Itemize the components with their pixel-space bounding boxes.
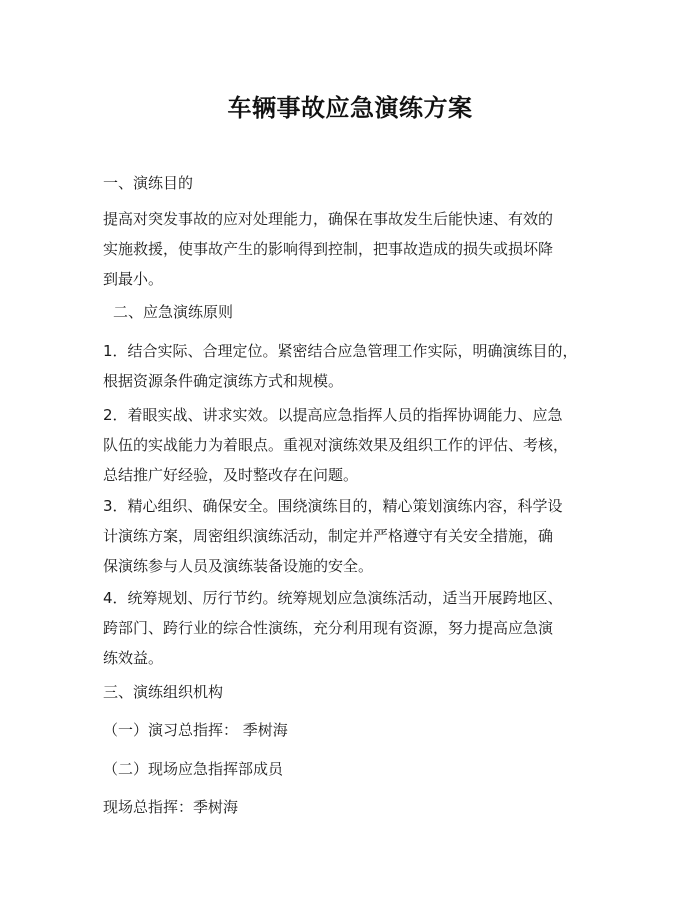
principle-item-3 [103,491,623,581]
section-heading-organization: 三、演练组织机构 [103,683,224,701]
principle-item-4 [103,583,623,673]
organization-field-commander: 现场总指挥：季树海 [103,798,239,816]
paragraph-line: 队伍的实战能力为着眼点。重视对演练效果及组织工作的评估、考核， [103,436,569,454]
paragraph-line: 练效益。 [103,649,164,667]
paragraph-line: 跨部门、跨行业的综合性演练，充分利用现有资源，努力提高应急演 [103,619,554,637]
paragraph-line: 总结推广好经验，及时整改存在问题。 [103,466,359,484]
paragraph-line: 根据资源条件确定演练方式和规模。 [103,372,344,390]
section-heading-purpose: 一、演练目的 [103,174,194,192]
document-title: 车辆事故应急演练方案 [227,94,473,122]
paragraph-line: 3．精心组织、确保安全。围绕演练目的，精心策划演练内容，科学设 [103,497,563,515]
section-heading-principles: 二、应急演练原则 [113,303,234,321]
paragraph-line: 提高对突发事故的应对处理能力，确保在事故发生后能快速、有效的 [103,210,554,228]
paragraph-line: 2．着眼实战、讲求实效。以提高应急指挥人员的指挥协调能力、应急 [103,406,563,424]
paragraph-line: 1．结合实际、合理定位。紧密结合应急管理工作实际，明确演练目的， [103,342,578,360]
paragraph-line: 4．统筹规划、厉行节约。统筹规划应急演练活动，适当开展跨地区、 [103,589,563,607]
paragraph-line: 保演练参与人员及演练装备设施的安全。 [103,557,374,575]
paragraph-line: 实施救援，使事故产生的影响得到控制，把事故造成的损失或损坏降 [103,240,554,258]
paragraph-line: 到最小。 [103,270,164,288]
paragraph-purpose [103,204,623,294]
principle-item-1 [103,336,623,396]
organization-members-heading: （二）现场应急指挥部成员 [103,760,284,778]
principle-item-2 [103,400,623,490]
paragraph-line: 计演练方案，周密组织演练活动，制定并严格遵守有关安全措施，确 [103,527,554,545]
organization-commander: （一）演习总指挥： 季树海 [103,721,288,739]
